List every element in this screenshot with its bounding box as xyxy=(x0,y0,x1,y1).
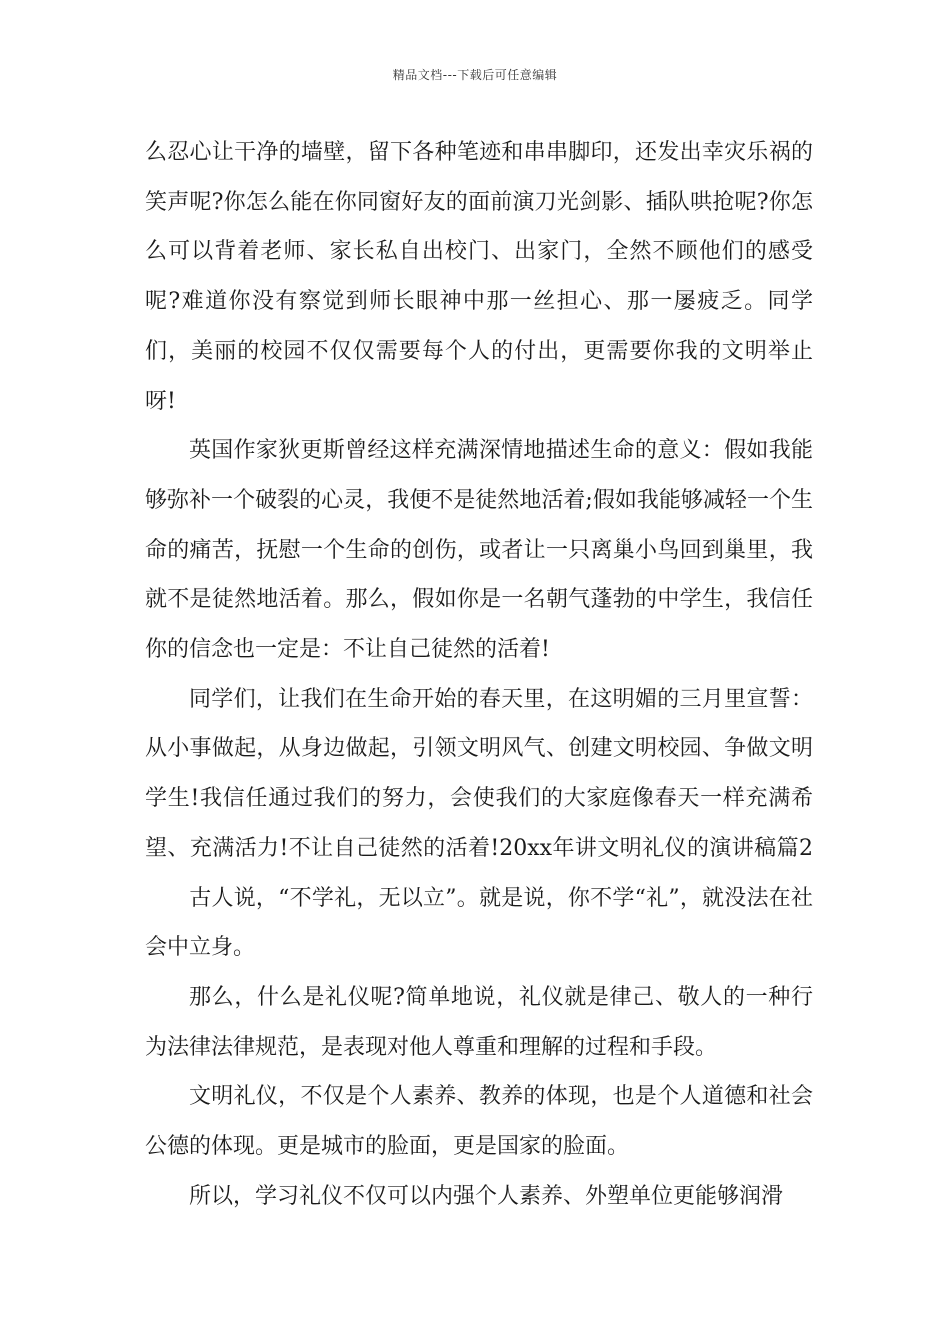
paragraph-4: 那么，什么是礼仪呢?简单地说，礼仪就是律己、敬人的一种行为法律法律规范，是表现对他人尊重和理解的过程和手段。 xyxy=(145,984,813,1060)
paragraph-2: 英国作家狄更斯曾经这样充满深情地描述生命的意义：假如我能够弥补一个破裂的心灵，我便不是徒然地活着;假如我能够减轻一个生命的痛苦，抚慰一个生命的创伤，或者让一只离巢小鸟回到巢里，我就不是徒然地活着。那么，假如你是一名朝气蓬勃的中学生，我信任你的信念也一定是：不让自己徒然的活着! xyxy=(145,438,813,663)
paragraph-3-text: 同学们，让我们在生命开始的春天里，在这明媚的三月里宣誓：从小事做起，从身边做起，引领文明风气、创建文明校园、争做文明学生!我信任通过我们的努力，会使我们的大家庭像春天一样充满希望、充满活力!不让自己徒然的活着!20xx年讲文明礼仪的演讲稿篇2 xyxy=(145,686,813,861)
document-body xyxy=(145,128,813,1221)
paragraph-1: 么忍心让干净的墙壁，留下各种笔迹和串串脚印，还发出幸灾乐祸的笑声呢?你怎么能在你同窗好友的面前演刀光剑影、插队哄抢呢?你怎么可以背着老师、家长私自出校门、出家门，全然不顾他们的感受呢?难道你没有察觉到师长眼神中那一丝担心、那一屡疲乏。同学们，美丽的校园不仅仅需要每个人的付出，更需要你我的文明举止呀! xyxy=(145,140,813,414)
paragraph-3-continuation: 古人说，“不学礼，无以立”。就是说，你不学“礼”，就没法在社会中立身。 xyxy=(145,885,813,961)
paragraph-6: 所以，学习礼仪不仅可以内强个人素养、外塑单位更能够润滑 xyxy=(189,1183,784,1209)
paragraph-5: 文明礼仪，不仅是个人素养、教养的体现，也是个人道德和社会公德的体现。更是城市的脸面，更是国家的脸面。 xyxy=(145,1084,813,1160)
paragraph-3 xyxy=(145,675,813,973)
page-header: 精品文档---下载后可任意编辑 xyxy=(392,68,558,82)
